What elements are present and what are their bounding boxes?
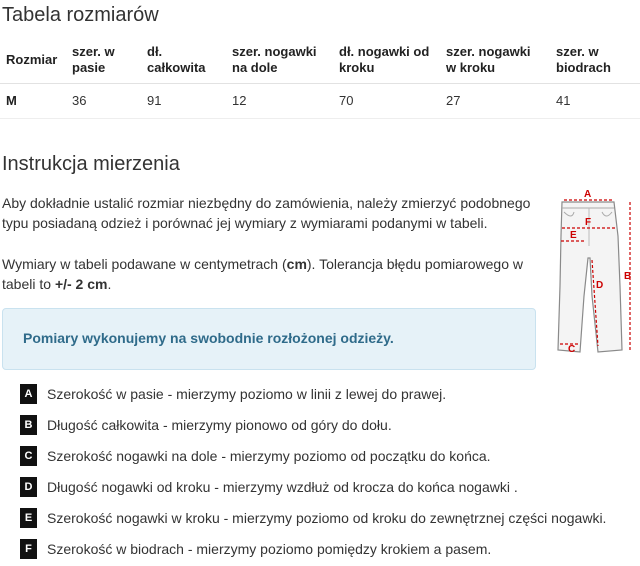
unit-label: cm	[286, 256, 307, 272]
tolerance-text-mid: ). Tolerancja błędu pomiarowego w tabeli to	[2, 256, 523, 292]
column-header-size: Rozmiar	[0, 38, 66, 83]
list-item	[20, 471, 606, 502]
size-table-header-row	[0, 38, 640, 83]
marker-d: D	[596, 280, 604, 291]
legend-text: Długość nogawki od kroku - mierzymy wzdłuż od krocza do końca nogawki .	[47, 478, 518, 495]
list-item	[20, 440, 606, 471]
legend-badge-a: A	[20, 384, 37, 404]
column-header-total-length: dł. całkowita	[141, 38, 226, 83]
cell-total-length: 91	[141, 83, 226, 118]
legend-text: Szerokość nogawki w kroku - mierzymy poziomo od kroku do zewnętrznej części nogawki.	[47, 509, 607, 526]
size-table-title: Tabela rozmiarów	[2, 4, 159, 26]
tolerance-paragraph	[2, 254, 537, 294]
column-header-hip-width: szer. w biodrach	[550, 38, 640, 83]
info-note-text: Pomiary wykonujemy na swobodnie rozłożonej odzieży.	[23, 330, 394, 346]
marker-a: A	[584, 189, 592, 200]
legend-text: Szerokość w pasie - mierzymy poziomo w linii z lewej do prawej.	[47, 385, 447, 402]
legend-badge-e: E	[20, 508, 37, 528]
cell-hip-width: 41	[550, 83, 640, 118]
marker-f: F	[585, 217, 592, 228]
column-header-inseam-length: dł. nogawki od kroku	[333, 38, 440, 83]
legend-badge-f: F	[20, 539, 37, 559]
legend-badge-d: D	[20, 477, 37, 497]
cell-leg-crotch-width: 27	[440, 83, 550, 118]
legend-badge-c: C	[20, 446, 37, 466]
column-header-leg-bottom-width: szer. nogawki na dole	[226, 38, 333, 83]
list-item	[20, 502, 606, 533]
list-item	[20, 533, 606, 564]
marker-c: C	[568, 344, 576, 355]
marker-b: B	[624, 271, 632, 282]
legend-badge-b: B	[20, 415, 37, 435]
trousers-diagram-svg	[552, 186, 640, 362]
legend-text: Długość całkowita - mierzymy pionowo od góry do dołu.	[47, 416, 392, 433]
trousers-measurement-diagram	[552, 186, 640, 362]
instructions-paragraph: Aby dokładnie ustalić rozmiar niezbędny do zamówienia, należy zmierzyć podobnego typu posiadaną odzież i porównać jej wymiary z wymiarami podanymi w tabeli.	[2, 195, 531, 231]
tolerance-text-start: Wymiary w tabeli podawane w centymetrach (	[2, 256, 287, 272]
cell-leg-bottom-width: 12	[226, 83, 333, 118]
legend-text: Szerokość w biodrach - mierzymy poziomo pomiędzy krokiem a pasem.	[47, 540, 492, 557]
marker-e: E	[570, 230, 577, 241]
tolerance-value: +/- 2 cm	[54, 276, 108, 292]
column-header-waist-width: szer. w pasie	[66, 38, 141, 83]
cell-waist-width: 36	[66, 83, 141, 118]
cell-inseam-length: 70	[333, 83, 440, 118]
measurement-legend	[20, 378, 606, 564]
size-table	[0, 38, 640, 119]
column-header-leg-crotch-width: szer. nogawki w kroku	[440, 38, 550, 83]
tolerance-text-end: .	[107, 276, 112, 292]
cell-size: M	[0, 83, 66, 118]
legend-text: Szerokość nogawki na dole - mierzymy poziomo od początku do końca.	[47, 447, 491, 464]
instructions-title: Instrukcja mierzenia	[2, 153, 180, 175]
list-item	[20, 378, 606, 409]
table-row	[0, 83, 640, 118]
list-item	[20, 409, 606, 440]
info-note-box	[2, 308, 536, 370]
